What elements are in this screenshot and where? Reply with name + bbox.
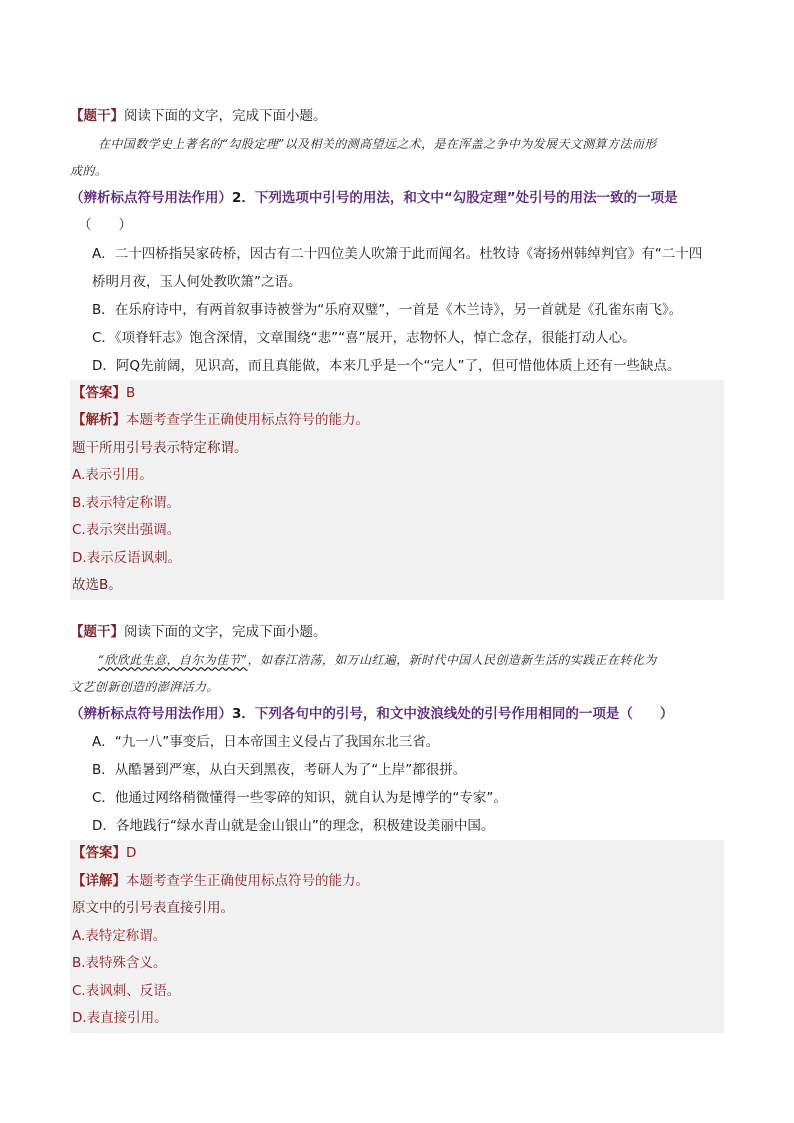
answer-line bbox=[70, 840, 724, 868]
option-c: C．《项脊轩志》饱含深情，文章围绕“悲”“喜”展开，志物怀人，悼亡念存，很能打动人心。 bbox=[92, 329, 636, 346]
analysis-line bbox=[70, 868, 724, 896]
option-b: B．从酷暑到严寒，从白天到黑夜，考研人为了“上岸”都很拼。 bbox=[92, 762, 467, 778]
question-category-tag: （辨析标点符号用法作用） bbox=[70, 705, 232, 722]
analysis-text: 本题考查学生正确使用标点符号的能力。 bbox=[126, 872, 369, 889]
analysis-detail: 原文中的引号表直接引用。 bbox=[72, 900, 234, 916]
question-text: 下列选项中引号的用法，和文中“勾股定理”处引号的用法一致的一项是 bbox=[254, 189, 678, 206]
analysis-detail: A.表特定称谓。 bbox=[72, 927, 167, 944]
analysis-tag: 【详解】 bbox=[72, 872, 126, 889]
analysis-detail: D.表直接引用。 bbox=[72, 1010, 168, 1026]
answer-tag: 【答案】 bbox=[72, 384, 126, 401]
stem-line bbox=[70, 619, 724, 647]
analysis-detail: 题干所用引号表示特定称谓。 bbox=[72, 439, 248, 456]
analysis-detail: A.表示引用。 bbox=[72, 467, 153, 483]
wavy-underlined-quote: “欣欣此生意，自尔为佳节” bbox=[98, 652, 248, 667]
stem-tag: 【题干】 bbox=[70, 108, 124, 124]
analysis-detail: B.表示特定称谓。 bbox=[72, 494, 181, 511]
stem-text: 阅读下面的文字，完成下面小题。 bbox=[124, 108, 327, 124]
question-header bbox=[70, 185, 724, 213]
passage-line: ，如春江浩荡，如万山红遍，新时代中国人民创造新生活的实践正在转化为 bbox=[247, 652, 657, 667]
question-header bbox=[70, 701, 724, 729]
question-text: 下列各句中的引号，和文中波浪线处的引号作用相同的一项是（ ） bbox=[254, 705, 674, 722]
answer-value: D bbox=[126, 845, 137, 861]
analysis-text: 本题考查学生正确使用标点符号的能力。 bbox=[126, 412, 369, 428]
question-number: 3． bbox=[232, 705, 255, 722]
analysis-detail: 故选B。 bbox=[72, 577, 122, 593]
stem-tag: 【题干】 bbox=[70, 624, 124, 640]
reading-passage bbox=[70, 131, 724, 185]
stem-text: 阅读下面的文字，完成下面小题。 bbox=[124, 624, 327, 640]
option-c: C．他通过网络稍微懂得一些零碎的知识，就自认为是博学的“专家”。 bbox=[92, 790, 507, 806]
stem-line bbox=[70, 103, 724, 131]
passage-line: 在中国数学史上著名的“勾股定理”以及相关的测高望远之术，是在浑盖之争中为发展天文测算方法而形 bbox=[98, 136, 657, 151]
option-a: A．“九一八”事变后，日本帝国主义侵占了我国东北三省。 bbox=[92, 734, 440, 750]
answer-section bbox=[70, 840, 724, 1033]
option-a-continued: 桥明月夜，玉人何处教吹箫”之语。 bbox=[92, 273, 302, 290]
question-block-3 bbox=[70, 619, 724, 1033]
answer-line bbox=[70, 380, 724, 408]
option-a: A．二十四桥指吴家砖桥，因古有二十四位美人吹箫于此而闻名。杜牧诗《寄扬州韩绰判官》有“二十四 bbox=[92, 245, 703, 262]
analysis-tag: 【解析】 bbox=[72, 412, 126, 428]
passage-line: 文艺创新创造的澎湃活力。 bbox=[70, 679, 219, 694]
question-number: 2． bbox=[232, 189, 255, 206]
analysis-detail: C.表示突出强调。 bbox=[72, 522, 181, 538]
passage-line: 成的。 bbox=[70, 163, 108, 178]
analysis-line bbox=[70, 407, 724, 435]
option-b: B．在乐府诗中，有两首叙事诗被誉为“乐府双璧”，一首是《木兰诗》，另一首就是《孔雀东南飞》。 bbox=[92, 301, 683, 318]
analysis-detail: C.表讽刺、反语。 bbox=[72, 982, 181, 999]
analysis-detail: B.表特殊含义。 bbox=[72, 955, 167, 971]
option-d: D．阿Q先前阔，见识高，而且真能做，本来几乎是一个“完人”了，但可惜他体质上还有一些缺点。 bbox=[92, 357, 681, 374]
question-category-tag: （辨析标点符号用法作用） bbox=[70, 189, 232, 206]
reading-passage bbox=[70, 647, 724, 701]
option-d: D．各地践行“绿水青山就是金山银山”的理念，积极建设美丽中国。 bbox=[92, 818, 495, 834]
answer-tag: 【答案】 bbox=[72, 845, 126, 861]
answer-value: B bbox=[126, 384, 136, 401]
analysis-detail: D.表示反语讽刺。 bbox=[72, 549, 182, 566]
question-block-2 bbox=[70, 103, 724, 600]
answer-blank: （ ） bbox=[78, 217, 132, 233]
answer-section bbox=[70, 380, 724, 600]
